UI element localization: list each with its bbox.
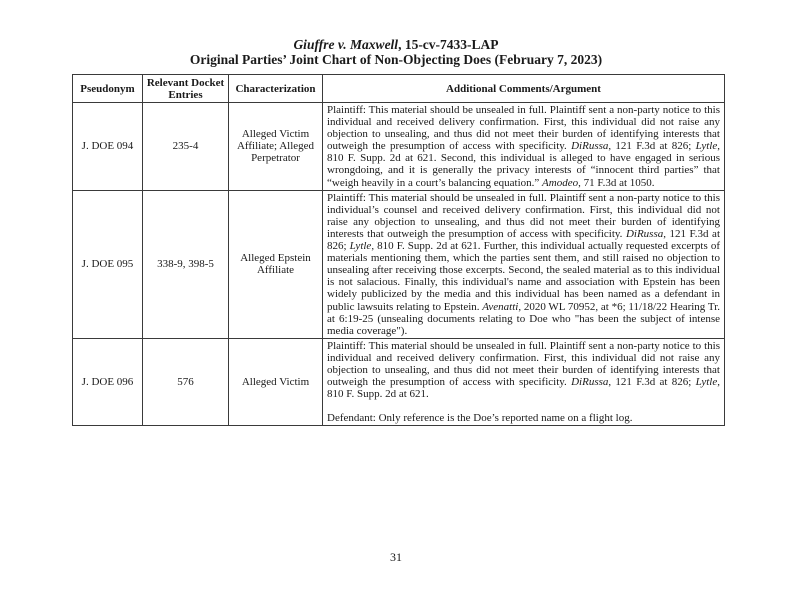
characterization-cell: Alleged Epstein Affiliate: [229, 190, 323, 338]
case-citation: Lytle: [695, 376, 718, 389]
column-header-docket-entries: Relevant Docket Entries: [143, 75, 229, 103]
case-citation: DiRussa: [571, 140, 609, 153]
table-row: [73, 338, 725, 426]
does-chart-table: [72, 74, 725, 426]
docket-cell: 235-4: [143, 103, 229, 191]
column-header-comments: Additional Comments/Argument: [323, 75, 725, 103]
column-header-characterization: Characterization: [229, 75, 323, 103]
comments-cell: [323, 103, 725, 191]
case-citation: Lytle: [349, 240, 372, 253]
docket-cell: 576: [143, 338, 229, 426]
column-header-pseudonym: Pseudonym: [73, 75, 143, 103]
comment-paragraph: Plaintiff: This material should be unsealed in full. Plaintiff sent a non-party notice to this individual and received delivery confirmation. First, this individual did not raise any objection to unsealing, and thus did not meet their burden of identifying interests that outweigh the presumption of access with specificity. DiRussa, 121 F.3d at 826; Lytle, 810 F. Supp. 2d at 621.: [327, 339, 720, 401]
comments-cell: [323, 190, 725, 338]
case-citation: DiRussa: [571, 376, 609, 389]
case-citation: Amodeo: [542, 176, 579, 189]
characterization-cell: Alleged Victim: [229, 338, 323, 426]
characterization-cell: Alleged Victim Affiliate; Alleged Perpetrator: [229, 103, 323, 191]
comment-paragraph: Defendant: Only reference is the Doe’s reported name on a flight log.: [327, 412, 633, 425]
comment-paragraph: Plaintiff: This material should be unsealed in full. Plaintiff sent a non-party notice to this individual and received delivery confirmation. First, this individual did not raise any objection to unsealing, and thus did not meet their burden of identifying interests that outweigh the presumption of access with specificity. DiRussa, 121 F.3d at 826; Lytle, 810 F. Supp. 2d at 621. Second, this individual is alleged to have engaged in serious wrongdoing, and it is generally the privacy interests of “innocent third parties” that “weigh heavily in a court’s balancing equation.” Amodeo, 71 F.3d at 1050.: [327, 104, 720, 189]
case-citation: DiRussa: [625, 227, 664, 240]
case-name: Giuffre v. Maxwell: [293, 37, 399, 52]
case-citation: Avenatti: [482, 300, 519, 313]
chart-title: Original Parties’ Joint Chart of Non-Objecting Does (February 7, 2023): [189, 52, 603, 67]
docket-cell: 338-9, 398-5: [143, 190, 229, 338]
case-number: , 15-cv-7433-LAP: [398, 37, 499, 52]
case-citation: Lytle: [695, 140, 718, 153]
page-number: 31: [390, 550, 402, 564]
table-row: [73, 190, 725, 338]
table-header-row: [73, 75, 725, 103]
comments-cell: [323, 338, 725, 426]
pseudonym-cell: J. DOE 096: [73, 338, 143, 426]
document-title: [0, 37, 792, 53]
comment-paragraph: Plaintiff: This material should be unsealed in full. Plaintiff sent a non-party notice to this individual’s counsel and received delivery confirmation. First, this individual did not raise any objection to unsealing, and thus did not meet their burden of identifying interests that outweigh the presumption of access with specificity. DiRussa, 121 F.3d at 826; Lytle, 810 F. Supp. 2d at 621. Further, this individual actually requested excerpts of materials mentioning them, which the parties sent them, and still raised no objection to unsealing after receiving those excerpts. Second, the sealed material as to this individual is not salacious. Finally, this individual's name and association with Epstein has been widely publicized by the media and this individual has been named as a defendant in public lawsuits relating to Epstein. Avenatti, 2020 WL 70952, at *6; 11/18/22 Hearing Tr. at 6:19-25 (unsealing documents relating to Doe who "has been the subject of intense media coverage").: [327, 191, 721, 337]
table-row: [73, 103, 725, 191]
pseudonym-cell: J. DOE 095: [73, 190, 143, 338]
pseudonym-cell: J. DOE 094: [73, 103, 143, 191]
